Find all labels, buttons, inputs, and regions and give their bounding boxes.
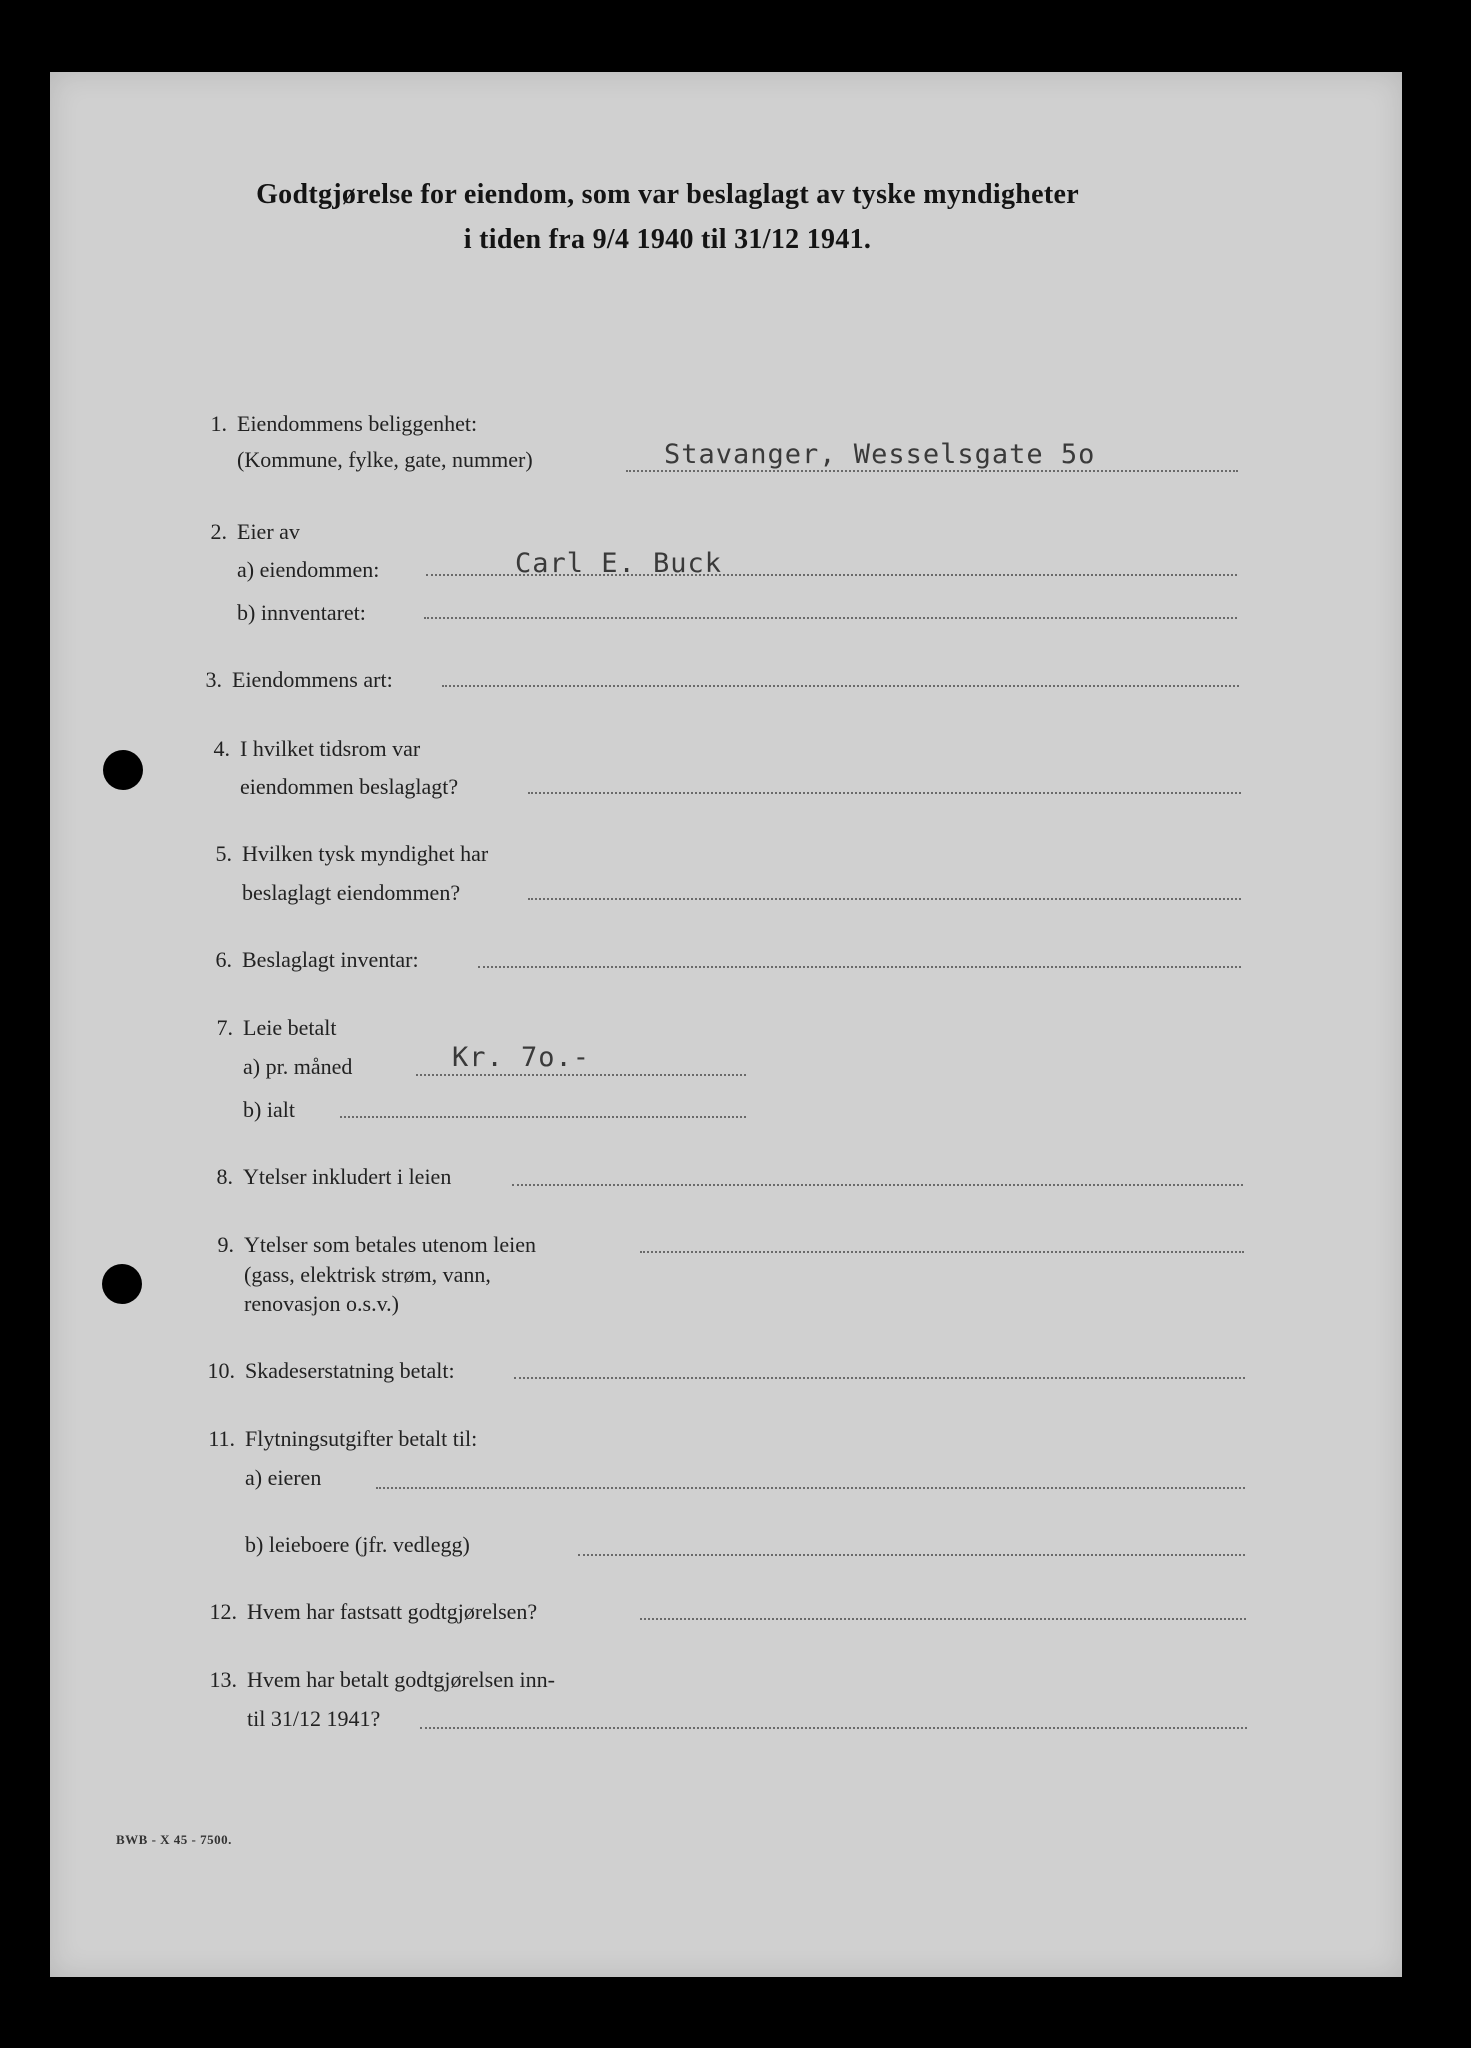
item-6-text: Beslaglagt inventar: [242,947,419,972]
form-title [0,172,1335,262]
item-2b-field[interactable] [424,617,1237,619]
item-2b-label: b) innventaret: [237,600,366,625]
item-13-text: Hvem har betalt godtgjørelsen inn- [247,1667,555,1692]
item-13-sublabel: til 31/12 1941? [247,1706,381,1731]
item-2-text: Eier av [237,519,300,544]
punch-hole-bottom [102,1264,142,1304]
item-9-number: 9. [217,1232,234,1257]
item-7-number: 7. [216,1015,233,1040]
item-7-text: Leie betalt [243,1015,337,1040]
item-9-sublabel-2: renovasjon o.s.v.) [244,1291,399,1316]
item-6-label [215,943,419,977]
item-13-label [209,1663,555,1697]
item-1-number: 1. [210,411,227,436]
item-1-label [210,407,478,441]
item-7b-field[interactable] [340,1116,746,1118]
item-4-field[interactable] [528,792,1241,794]
item-5-sublabel: beslaglagt eiendommen? [242,880,461,905]
item-11a-field[interactable] [376,1487,1245,1489]
item-12-text: Hvem har fastsatt godtgjørelsen? [247,1599,538,1624]
item-10-text: Skadeserstatning betalt: [245,1358,455,1383]
item-11-label [208,1422,478,1456]
item-4-label [213,732,421,766]
item-9-text: Ytelser som betales utenom leien [244,1232,537,1257]
item-4-sublabel: eiendommen beslaglagt? [240,774,459,799]
item-8-label [216,1160,452,1194]
item-7a-label: a) pr. måned [243,1054,353,1079]
item-8-number: 8. [216,1164,233,1189]
item-11-text: Flytningsutgifter betalt til: [245,1426,478,1451]
item-3-number: 3. [205,667,222,692]
item-6-number: 6. [215,947,232,972]
item-5-label [215,837,489,871]
item-11b-field[interactable] [578,1554,1245,1556]
item-12-field[interactable] [640,1618,1246,1620]
item-10-field[interactable] [514,1377,1245,1379]
item-10-number: 10. [207,1358,235,1383]
item-7-label [216,1011,337,1045]
item-8-text: Ytelser inkludert i leien [243,1164,452,1189]
title-line-2: i tiden fra 9/4 1940 til 31/12 1941. [463,224,872,255]
item-5-field[interactable] [528,898,1241,900]
item-6-field[interactable] [478,966,1241,968]
item-1-text: Eiendommens beliggenhet: [237,411,478,436]
item-7a-value: Kr. 7o.- [452,1042,591,1073]
item-7b-label: b) ialt [243,1097,295,1122]
item-9-label [217,1228,537,1262]
item-7a-field[interactable] [416,1074,746,1076]
item-11b-label: b) leieboere (jfr. vedlegg) [245,1532,470,1557]
item-2a-label: a) eiendommen: [237,557,380,582]
item-1-value: Stavanger, Wesselsgate 5o [664,439,1096,470]
punch-hole-top [103,750,143,790]
item-5-number: 5. [215,841,232,866]
item-3-label [205,663,393,697]
item-2-label [210,515,300,549]
item-3-text: Eiendommens art: [232,667,393,692]
item-5-text: Hvilken tysk myndighet har [242,841,489,866]
item-13-field[interactable] [420,1727,1247,1729]
item-1-field[interactable] [626,470,1238,472]
item-11-number: 11. [208,1426,235,1451]
item-9-sublabel-1: (gass, elektrisk strøm, vann, [244,1262,491,1287]
item-10-label [207,1354,455,1388]
item-2a-value: Carl E. Buck [515,548,723,579]
item-8-field[interactable] [512,1184,1243,1186]
item-12-number: 12. [209,1599,237,1624]
print-code: BWB - X 45 - 7500. [116,1832,232,1847]
item-2-number: 2. [210,519,227,544]
title-line-1: Godtgjørelse for eiendom, som var beslaglagt av tyske myndigheter [256,179,1079,210]
item-11a-label: a) eieren [245,1465,322,1490]
item-3-field[interactable] [442,685,1239,687]
item-4-number: 4. [213,736,230,761]
item-9-field[interactable] [640,1251,1244,1253]
item-12-label [209,1595,538,1629]
item-4-text: I hvilket tidsrom var [240,736,421,761]
item-1-sublabel: (Kommune, fylke, gate, nummer) [237,447,533,472]
item-13-number: 13. [209,1667,237,1692]
